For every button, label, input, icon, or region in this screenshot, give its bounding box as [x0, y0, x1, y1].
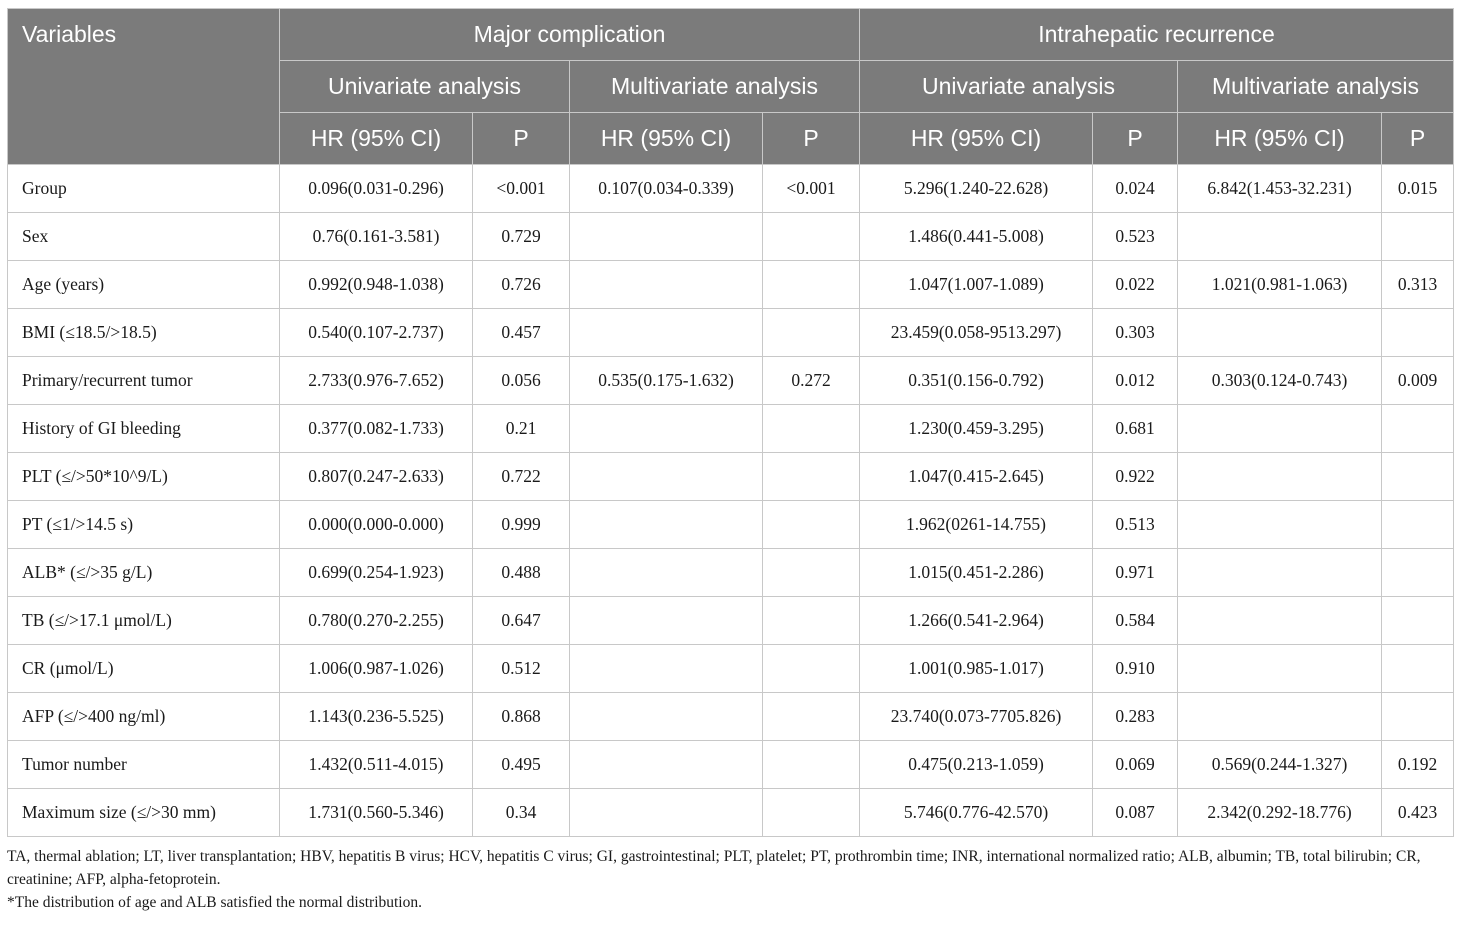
ir-multivariate-hr [1178, 213, 1382, 261]
mc-multivariate-p: <0.001 [763, 165, 860, 213]
header-intrahepatic-recurrence: Intrahepatic recurrence [860, 9, 1454, 61]
mc-univariate-p: 0.34 [473, 789, 570, 837]
mc-multivariate-p [763, 693, 860, 741]
ir-univariate-p: 0.303 [1093, 309, 1178, 357]
mc-multivariate-hr: 0.107(0.034-0.339) [570, 165, 763, 213]
mc-multivariate-hr [570, 645, 763, 693]
table-row [8, 645, 1454, 693]
mc-multivariate-hr [570, 501, 763, 549]
row-label: CR (μmol/L) [8, 645, 280, 693]
header-hr: HR (95% CI) [570, 113, 763, 165]
mc-multivariate-p [763, 741, 860, 789]
ir-univariate-p: 0.681 [1093, 405, 1178, 453]
header-hr: HR (95% CI) [1178, 113, 1382, 165]
header-hr: HR (95% CI) [280, 113, 473, 165]
table-row [8, 309, 1454, 357]
ir-multivariate-p [1382, 405, 1454, 453]
mc-univariate-hr: 1.143(0.236-5.525) [280, 693, 473, 741]
header-mc-univariate: Univariate analysis [280, 61, 570, 113]
ir-univariate-p: 0.922 [1093, 453, 1178, 501]
ir-multivariate-p [1382, 501, 1454, 549]
header-major-complication: Major complication [280, 9, 860, 61]
header-mc-multivariate: Multivariate analysis [570, 61, 860, 113]
mc-univariate-hr: 0.096(0.031-0.296) [280, 165, 473, 213]
mc-univariate-hr: 0.000(0.000-0.000) [280, 501, 473, 549]
mc-univariate-p: 0.726 [473, 261, 570, 309]
ir-multivariate-hr: 2.342(0.292-18.776) [1178, 789, 1382, 837]
ir-multivariate-p [1382, 309, 1454, 357]
mc-univariate-p: 0.722 [473, 453, 570, 501]
ir-univariate-p: 0.024 [1093, 165, 1178, 213]
ir-univariate-p: 0.012 [1093, 357, 1178, 405]
ir-multivariate-p [1382, 549, 1454, 597]
ir-univariate-hr: 0.351(0.156-0.792) [860, 357, 1093, 405]
mc-multivariate-hr: 0.535(0.175-1.632) [570, 357, 763, 405]
ir-multivariate-hr [1178, 645, 1382, 693]
mc-multivariate-p [763, 309, 860, 357]
ir-univariate-p: 0.523 [1093, 213, 1178, 261]
ir-multivariate-p: 0.192 [1382, 741, 1454, 789]
ir-multivariate-p: 0.015 [1382, 165, 1454, 213]
mc-univariate-hr: 0.377(0.082-1.733) [280, 405, 473, 453]
mc-univariate-hr: 0.780(0.270-2.255) [280, 597, 473, 645]
abbreviations-note: TA, thermal ablation; LT, liver transplantation; HBV, hepatitis B virus; HCV, hepatitis C virus; GI, gastrointestinal; PLT, platelet; PT, prothrombin time; INR, international normalized ratio; ALB, albumin; TB, total bilirubin; CR, creatinine; AFP, alpha-fetoprotein. [7, 848, 1421, 888]
ir-univariate-p: 0.513 [1093, 501, 1178, 549]
table-row [8, 741, 1454, 789]
mc-multivariate-p [763, 261, 860, 309]
ir-univariate-hr: 1.015(0.451-2.286) [860, 549, 1093, 597]
row-label: History of GI bleeding [8, 405, 280, 453]
ir-univariate-hr: 5.296(1.240-22.628) [860, 165, 1093, 213]
mc-univariate-p: 0.21 [473, 405, 570, 453]
header-p: P [473, 113, 570, 165]
row-label: TB (≤/>17.1 μmol/L) [8, 597, 280, 645]
table-row [8, 597, 1454, 645]
ir-univariate-p: 0.283 [1093, 693, 1178, 741]
ir-multivariate-hr [1178, 597, 1382, 645]
mc-univariate-hr: 1.432(0.511-4.015) [280, 741, 473, 789]
mc-univariate-p: 0.056 [473, 357, 570, 405]
mc-multivariate-hr [570, 597, 763, 645]
table-row [8, 693, 1454, 741]
mc-univariate-p: 0.868 [473, 693, 570, 741]
header-variables: Variables [8, 9, 280, 165]
ir-multivariate-p [1382, 645, 1454, 693]
mc-univariate-hr: 0.76(0.161-3.581) [280, 213, 473, 261]
row-label: Maximum size (≤/>30 mm) [8, 789, 280, 837]
table-row [8, 453, 1454, 501]
table-row [8, 405, 1454, 453]
ir-multivariate-p [1382, 597, 1454, 645]
header-p: P [1382, 113, 1454, 165]
mc-univariate-p: <0.001 [473, 165, 570, 213]
ir-multivariate-p [1382, 693, 1454, 741]
ir-multivariate-p [1382, 453, 1454, 501]
table-footnotes [7, 845, 1453, 914]
ir-univariate-hr: 23.740(0.073-7705.826) [860, 693, 1093, 741]
mc-univariate-p: 0.495 [473, 741, 570, 789]
ir-multivariate-hr [1178, 309, 1382, 357]
ir-multivariate-hr [1178, 549, 1382, 597]
ir-univariate-hr: 1.266(0.541-2.964) [860, 597, 1093, 645]
mc-multivariate-p: 0.272 [763, 357, 860, 405]
ir-univariate-hr: 1.962(0261-14.755) [860, 501, 1093, 549]
mc-univariate-p: 0.999 [473, 501, 570, 549]
ir-univariate-hr: 1.230(0.459-3.295) [860, 405, 1093, 453]
ir-multivariate-hr: 0.569(0.244-1.327) [1178, 741, 1382, 789]
ir-multivariate-hr [1178, 453, 1382, 501]
mc-multivariate-hr [570, 693, 763, 741]
table-row [8, 549, 1454, 597]
ir-univariate-p: 0.022 [1093, 261, 1178, 309]
mc-multivariate-p [763, 453, 860, 501]
mc-multivariate-p [763, 597, 860, 645]
mc-univariate-p: 0.647 [473, 597, 570, 645]
row-label: BMI (≤18.5/>18.5) [8, 309, 280, 357]
ir-multivariate-hr: 6.842(1.453-32.231) [1178, 165, 1382, 213]
mc-multivariate-hr [570, 741, 763, 789]
ir-multivariate-p: 0.313 [1382, 261, 1454, 309]
mc-univariate-p: 0.729 [473, 213, 570, 261]
table-row [8, 357, 1454, 405]
mc-multivariate-hr [570, 789, 763, 837]
mc-multivariate-hr [570, 309, 763, 357]
header-p: P [763, 113, 860, 165]
mc-multivariate-p [763, 213, 860, 261]
ir-univariate-p: 0.971 [1093, 549, 1178, 597]
ir-univariate-hr: 5.746(0.776-42.570) [860, 789, 1093, 837]
mc-multivariate-p [763, 789, 860, 837]
mc-multivariate-p [763, 645, 860, 693]
row-label: ALB* (≤/>35 g/L) [8, 549, 280, 597]
row-label: PT (≤1/>14.5 s) [8, 501, 280, 549]
ir-multivariate-p: 0.009 [1382, 357, 1454, 405]
ir-multivariate-hr [1178, 501, 1382, 549]
row-label: Primary/recurrent tumor [8, 357, 280, 405]
mc-multivariate-hr [570, 405, 763, 453]
row-label: Group [8, 165, 280, 213]
mc-multivariate-p [763, 501, 860, 549]
mc-multivariate-hr [570, 261, 763, 309]
mc-univariate-hr: 0.807(0.247-2.633) [280, 453, 473, 501]
results-table [7, 8, 1454, 837]
row-label: Tumor number [8, 741, 280, 789]
table-row [8, 261, 1454, 309]
row-label: Age (years) [8, 261, 280, 309]
ir-univariate-hr: 1.001(0.985-1.017) [860, 645, 1093, 693]
ir-univariate-hr: 1.047(1.007-1.089) [860, 261, 1093, 309]
table-row [8, 165, 1454, 213]
header-hr: HR (95% CI) [860, 113, 1093, 165]
ir-univariate-hr: 1.486(0.441-5.008) [860, 213, 1093, 261]
ir-multivariate-hr [1178, 693, 1382, 741]
table-row [8, 213, 1454, 261]
header-ir-univariate: Univariate analysis [860, 61, 1178, 113]
ir-univariate-hr: 0.475(0.213-1.059) [860, 741, 1093, 789]
mc-univariate-hr: 1.006(0.987-1.026) [280, 645, 473, 693]
mc-univariate-p: 0.512 [473, 645, 570, 693]
ir-univariate-hr: 1.047(0.415-2.645) [860, 453, 1093, 501]
ir-multivariate-hr: 1.021(0.981-1.063) [1178, 261, 1382, 309]
mc-multivariate-p [763, 405, 860, 453]
mc-univariate-hr: 0.540(0.107-2.737) [280, 309, 473, 357]
mc-univariate-hr: 0.992(0.948-1.038) [280, 261, 473, 309]
ir-multivariate-p: 0.423 [1382, 789, 1454, 837]
header-ir-multivariate: Multivariate analysis [1178, 61, 1454, 113]
ir-univariate-hr: 23.459(0.058-9513.297) [860, 309, 1093, 357]
ir-multivariate-p [1382, 213, 1454, 261]
asterisk-note: *The distribution of age and ALB satisfied the normal distribution. [7, 894, 422, 911]
mc-univariate-hr: 1.731(0.560-5.346) [280, 789, 473, 837]
mc-univariate-hr: 2.733(0.976-7.652) [280, 357, 473, 405]
mc-univariate-p: 0.488 [473, 549, 570, 597]
mc-multivariate-hr [570, 549, 763, 597]
ir-univariate-p: 0.087 [1093, 789, 1178, 837]
ir-univariate-p: 0.910 [1093, 645, 1178, 693]
mc-multivariate-p [763, 549, 860, 597]
table-container [7, 8, 1453, 914]
mc-univariate-p: 0.457 [473, 309, 570, 357]
ir-multivariate-hr [1178, 405, 1382, 453]
row-label: AFP (≤/>400 ng/ml) [8, 693, 280, 741]
mc-multivariate-hr [570, 453, 763, 501]
header-p: P [1093, 113, 1178, 165]
ir-univariate-p: 0.584 [1093, 597, 1178, 645]
mc-univariate-hr: 0.699(0.254-1.923) [280, 549, 473, 597]
ir-multivariate-hr: 0.303(0.124-0.743) [1178, 357, 1382, 405]
table-row [8, 501, 1454, 549]
table-row [8, 789, 1454, 837]
row-label: PLT (≤/>50*10^9/L) [8, 453, 280, 501]
ir-univariate-p: 0.069 [1093, 741, 1178, 789]
mc-multivariate-hr [570, 213, 763, 261]
row-label: Sex [8, 213, 280, 261]
